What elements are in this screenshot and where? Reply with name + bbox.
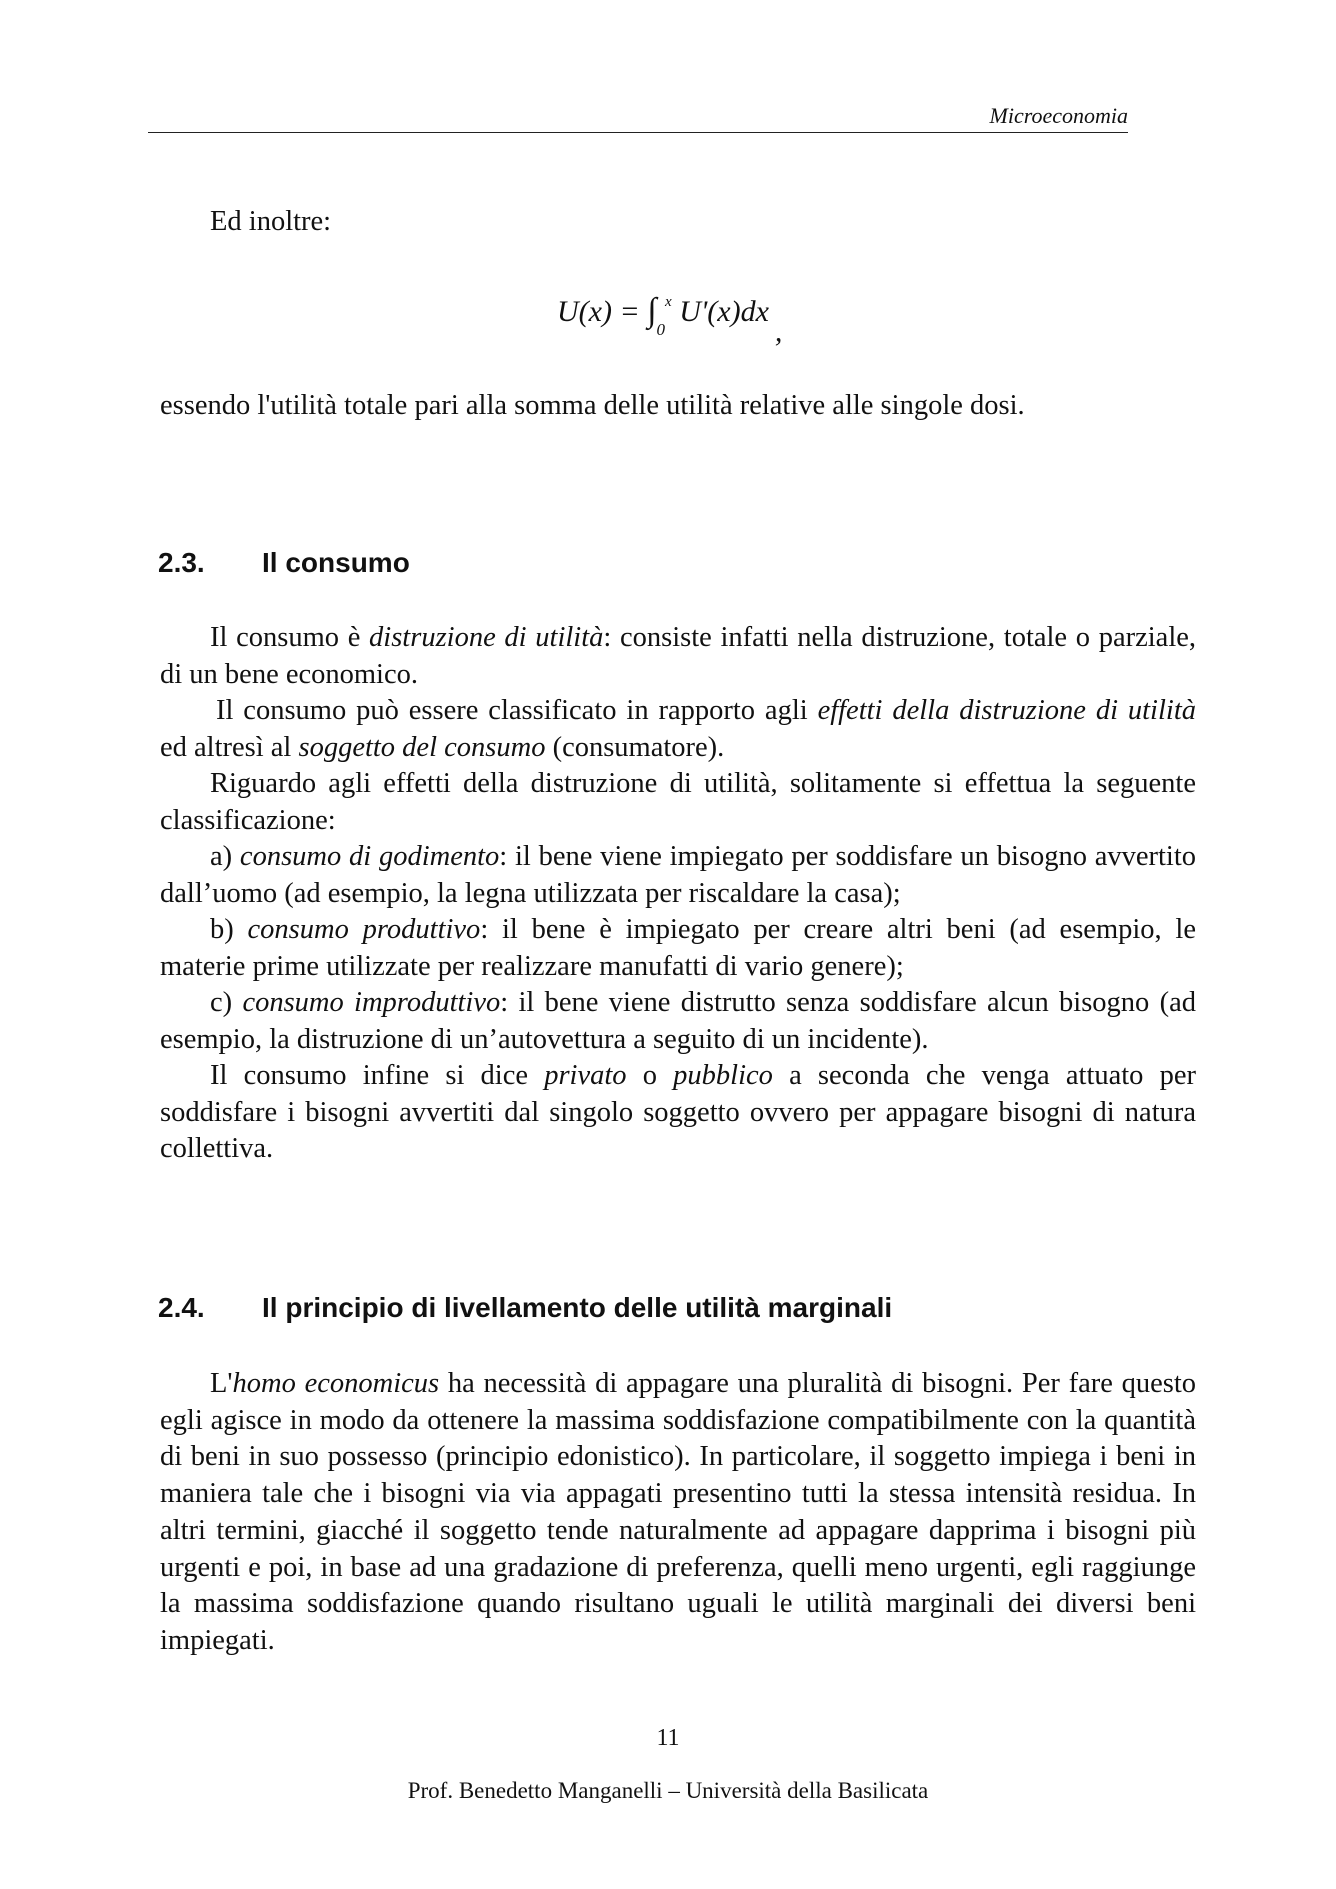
consumo-list-item-a: a) consumo di godimento: il bene viene impiegato per soddisfare un bisogno avvertito dall’uomo (ad esempio, la legna utilizzata per riscaldare la casa); [160, 841, 1197, 909]
section-title: Il consumo [262, 547, 410, 578]
consumo-paragraph-1: Il consumo è distruzione di utilità: consiste infatti nella distruzione, totale o parziale, di un bene economico. [160, 622, 1197, 690]
consumo-paragraph-2: Il consumo può essere classificato in rapporto agli effetti della distruzione di utilità ed altresì al soggetto del consumo (consumatore). [160, 695, 1196, 763]
consumo-list-item-c: c) consumo improduttivo: il bene viene distrutto senza soddisfare alcun bisogno (ad esempio, la distruzione di un’autovettura a seguito di un incidente). [160, 987, 1196, 1055]
section-number: 2.3. [158, 547, 205, 578]
formula-equals: = [619, 295, 640, 328]
formula-lhs: U(x) [557, 295, 612, 328]
section-number: 2.4. [158, 1292, 205, 1323]
page-number: 11 [656, 1725, 680, 1751]
livellamento-paragraph: L'homo economicus ha necessità di appagare una pluralità di bisogni. Per fare questo egli agisce in modo da ottenere la massima soddisfazione compatibilmente con la quantità di beni in suo possesso (principio edonistico). In particolare, il soggetto impiega i beni in maniera tale che i bisogni via via appagati presentino tutti la stessa intensità residua. In altri termini, giacché il soggetto tende naturalmente ad appagare dapprima i bisogni più urgenti e poi, in base ad una gradazione di preferenza, quelli meno urgenti, egli raggiunge la massima soddisfazione quando risultano uguali le utilità marginali dei diversi beni impiegati. [160, 1368, 1196, 1656]
page-footer: Prof. Benedetto Manganelli – Università della Basilicata [407, 1778, 929, 1803]
formula-integrand: U'(x)dx [679, 295, 769, 328]
integral-formula [557, 292, 783, 348]
integral-sign: ∫ [647, 292, 657, 329]
section-heading-2-4 [158, 1291, 892, 1325]
intro-after-formula: essendo l'utilità totale pari alla somma delle utilità relative alle singole dosi. [160, 390, 1025, 421]
integral-lower-bound: 0 [656, 320, 666, 339]
formula-comma: , [774, 315, 783, 348]
consumo-list-item-b: b) consumo produttivo: il bene è impiegato per creare altri beni (ad esempio, le materie prime utilizzate per realizzare manufatti di vario genere); [160, 914, 1196, 982]
section-title: Il principio di livellamento delle utilità marginali [262, 1292, 893, 1323]
running-header: Microeconomia [148, 102, 1128, 133]
section-heading-2-3 [158, 546, 410, 580]
intro-lead: Ed inoltre: [210, 206, 332, 237]
integral-upper-bound: x [665, 294, 672, 310]
consumo-paragraph-4: Il consumo infine si dice privato o pubblico a seconda che venga attuato per soddisfare i bisogni avvertiti dal singolo soggetto ovvero per appagare bisogni di natura collettiva. [160, 1060, 1196, 1165]
consumo-paragraph-3: Riguardo agli effetti della distruzione di utilità, solitamente si effettua la seguente classificazione: [160, 768, 1196, 836]
